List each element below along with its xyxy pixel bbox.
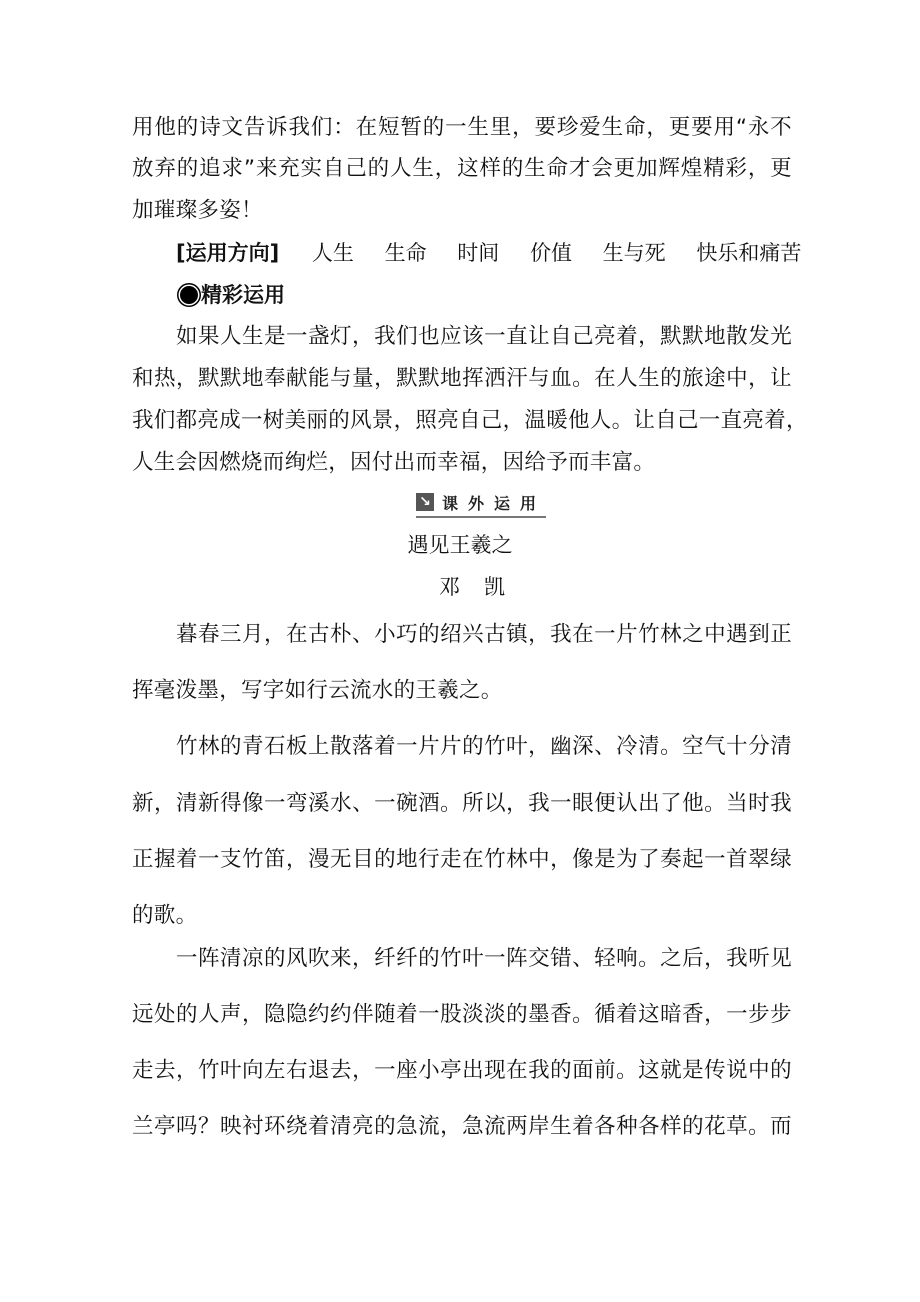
paragraph-line: 放弃的追求”来充实自己的人生，这样的生命才会更加辉煌精彩，更 (132, 156, 792, 181)
paragraph-line: 新，清新得像一弯溪水、一碗酒。所以，我一眼便认出了他。当时我 (132, 791, 792, 816)
usage-tag: 生与死 (602, 241, 666, 265)
filled-circle-bullet-icon (180, 286, 198, 304)
paragraph-line: 竹林的青石板上散落着一片片的竹叶，幽深、冷清。空气十分清 (176, 734, 792, 759)
paragraph-line: 一阵清凉的风吹来，纤纤的竹叶一阵交错、轻响。之后，我听见 (176, 946, 792, 971)
paragraph-line: 如果人生是一盏灯，我们也应该一直让自己亮着，默默地散发光 (176, 324, 792, 349)
paragraph-line: 兰亭吗？映衬环绕着清亮的急流，急流两岸生着各种各样的花草。而 (132, 1114, 792, 1139)
paragraph-line: 用他的诗文告诉我们：在短暂的一生里，要珍爱生命，更要用“永不 (132, 115, 792, 140)
usage-direction (176, 240, 825, 266)
paragraph-line: 和热，默默地奉献能与量，默默地挥洒汗与血。在人生的旅途中，让 (132, 366, 792, 391)
paragraph-line: 暮春三月，在古朴、小巧的绍兴古镇，我在一片竹林之中遇到正 (176, 622, 792, 647)
paragraph-line: 正握着一支竹笛，漫无目的地行走在竹林中，像是为了奏起一首翠绿 (132, 847, 792, 872)
arrow-down-right-icon: ↘ (416, 493, 434, 511)
highlight-heading (176, 282, 285, 308)
article-author: 邓凯 (439, 575, 529, 599)
article-title: 遇见王羲之 (407, 533, 513, 557)
usage-tag: 价值 (529, 241, 572, 265)
paragraph-line: 挥毫泼墨，写字如行云流水的王羲之。 (132, 678, 503, 703)
section-badge (416, 488, 546, 518)
usage-label: [运用方向] (176, 241, 280, 265)
paragraph-line: 人生会因燃烧而绚烂，因付出而幸福，因给予而丰富。 (132, 450, 656, 475)
usage-tag: 生命 (384, 241, 427, 265)
paragraph-line: 加璀璨多姿！ (132, 198, 263, 223)
paragraph-line: 的歌。 (132, 903, 198, 928)
usage-tag: 快乐和痛苦 (696, 241, 802, 265)
usage-tag: 时间 (457, 241, 500, 265)
paragraph-line: 走去，竹叶向左右退去，一座小亭出现在我的面前。这就是传说中的 (132, 1058, 792, 1083)
paragraph-line: 我们都亮成一树美丽的风景，照亮自己，温暖他人。让自己一直亮着， (132, 408, 808, 433)
section-badge-label: 课外运用 (442, 493, 547, 513)
usage-tag: 人生 (311, 241, 354, 265)
paragraph-line: 远处的人声，隐隐约约伴随着一股淡淡的墨香。循着这暗香，一步步 (132, 1002, 792, 1027)
highlight-title: 精彩运用 (201, 283, 285, 307)
